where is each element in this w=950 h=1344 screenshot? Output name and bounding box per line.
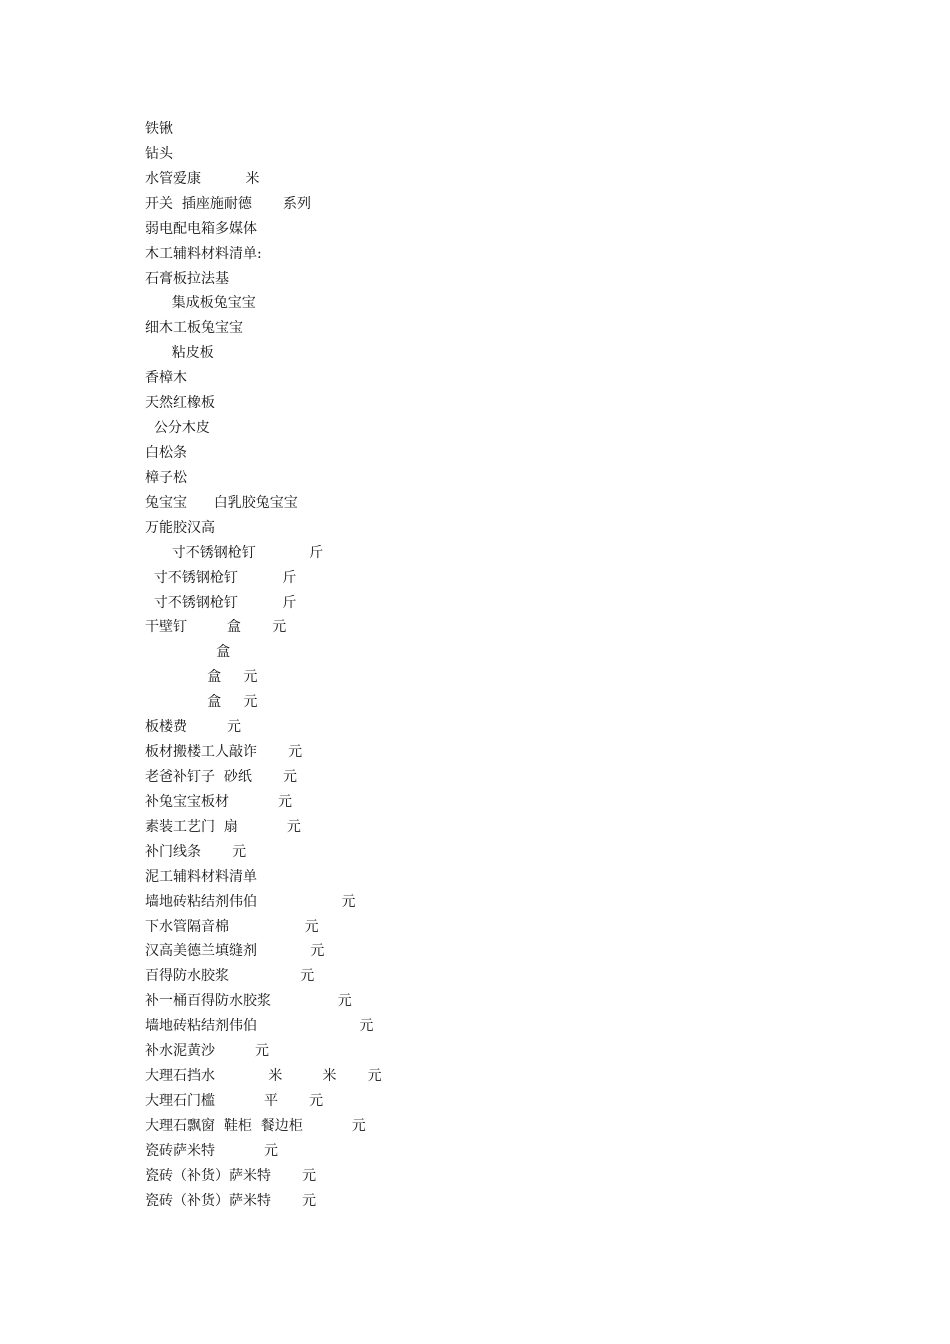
text-line: 寸不锈钢枪钉 斤 xyxy=(145,544,324,561)
text-line: 盒 元 xyxy=(145,669,258,686)
text-line: 钻头 xyxy=(145,145,173,162)
text-line: 弱电配电箱多媒体 xyxy=(145,220,257,237)
text-line: 公分木皮 xyxy=(145,420,210,437)
text-line: 大理石挡水 米 米 元 xyxy=(145,1068,382,1085)
text-line: 水管爱康 米 xyxy=(145,170,260,187)
text-line: 百得防水胶浆 元 xyxy=(145,968,315,985)
text-line: 大理石门槛 平 元 xyxy=(145,1092,324,1109)
text-line: 集成板兔宝宝 xyxy=(145,295,256,312)
text-line: 汉高美德兰填缝剂 元 xyxy=(145,943,325,960)
text-line: 板楼费 元 xyxy=(145,719,242,736)
text-line: 粘皮板 xyxy=(145,345,214,362)
text-line: 补一桶百得防水胶浆 元 xyxy=(145,993,352,1010)
text-line: 兔宝宝 白乳胶兔宝宝 xyxy=(145,494,298,511)
text-line: 下水管隔音棉 元 xyxy=(145,918,319,935)
section-heading: 泥工辅料材料清单 xyxy=(145,868,257,885)
text-line: 补兔宝宝板材 元 xyxy=(145,793,292,810)
text-line: 铁锹 xyxy=(145,121,173,137)
text-line: 香樟木 xyxy=(145,370,187,387)
text-line: 瓷砖萨米特 元 xyxy=(145,1142,278,1159)
text-line: 寸不锈钢枪钉 斤 xyxy=(145,594,297,611)
text-line: 瓷砖（补货）萨米特 元 xyxy=(145,1167,317,1184)
section-heading: 木工辅料材料清单: xyxy=(145,245,262,262)
text-line: 补门线条 元 xyxy=(145,843,247,860)
text-line: 瓷砖（补货）萨米特 元 xyxy=(145,1192,317,1209)
text-line: 天然红橡板 xyxy=(145,395,215,412)
text-line: 补水泥黄沙 元 xyxy=(145,1043,270,1060)
text-line: 干壁钉 盒 元 xyxy=(145,619,287,636)
text-line: 盒 元 xyxy=(145,694,258,711)
text-line: 万能胶汉高 xyxy=(145,519,215,536)
text-line: 樟子松 xyxy=(145,469,187,486)
text-line: 石膏板拉法基 xyxy=(145,270,229,287)
text-line: 开关 插座施耐德 系列 xyxy=(145,195,312,212)
text-line: 墙地砖粘结剂伟伯 元 xyxy=(145,893,356,910)
text-line: 素装工艺门 扇 元 xyxy=(145,818,301,835)
text-line: 白松条 xyxy=(145,444,187,461)
text-line: 细木工板兔宝宝 xyxy=(145,320,243,337)
document-body xyxy=(145,117,845,1214)
text-line: 墙地砖粘结剂伟伯 元 xyxy=(145,1018,374,1035)
text-line: 板材搬楼工人敲诈 元 xyxy=(145,744,303,761)
text-line: 寸不锈钢枪钉 斤 xyxy=(145,569,297,586)
text-line: 盒 xyxy=(145,644,231,661)
text-line: 大理石飘窗 鞋柜 餐边柜 元 xyxy=(145,1117,366,1134)
text-line: 老爸补钉子 砂纸 元 xyxy=(145,768,298,785)
